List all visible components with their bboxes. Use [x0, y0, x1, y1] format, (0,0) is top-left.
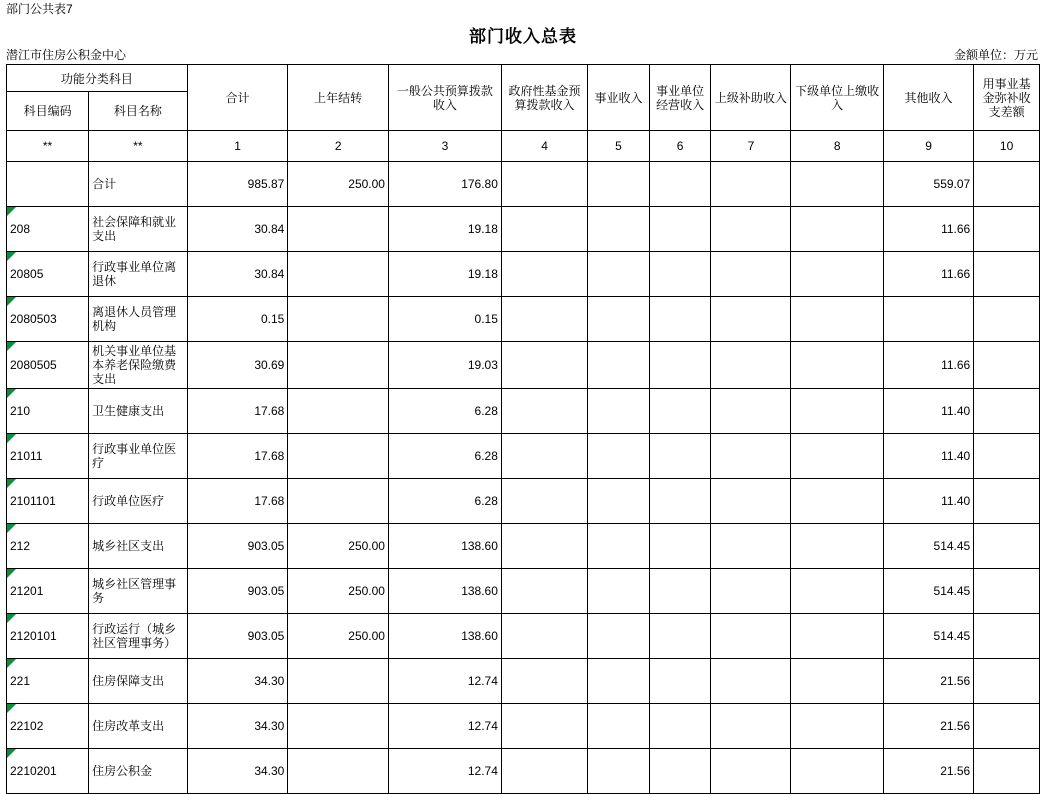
- row-value-3: 12.74: [388, 749, 501, 794]
- row-name: 行政事业单位离退休: [89, 252, 188, 297]
- row-value-2: [288, 342, 389, 389]
- row-value-3: 176.80: [388, 162, 501, 207]
- row-value-4: [501, 434, 587, 479]
- row-value-8: [791, 297, 883, 342]
- row-value-7: [711, 524, 791, 569]
- row-value-7: [711, 207, 791, 252]
- row-value-8: [791, 614, 883, 659]
- row-value-3: 138.60: [388, 614, 501, 659]
- row-value-3: 138.60: [388, 569, 501, 614]
- row-value-3: 0.15: [388, 297, 501, 342]
- row-value-6: [649, 479, 711, 524]
- row-value-9: 11.66: [883, 207, 973, 252]
- row-value-3: 19.18: [388, 207, 501, 252]
- row-value-4: [501, 749, 587, 794]
- table-row: [7, 162, 1040, 207]
- row-value-9: 11.40: [883, 479, 973, 524]
- row-value-10: [974, 342, 1040, 389]
- row-code: 221: [7, 659, 89, 704]
- row-value-2: 250.00: [288, 524, 389, 569]
- row-value-1: 17.68: [187, 479, 288, 524]
- row-value-10: [974, 704, 1040, 749]
- row-value-5: [588, 297, 650, 342]
- row-value-2: [288, 479, 389, 524]
- row-value-6: [649, 297, 711, 342]
- index-col-9: 9: [883, 131, 973, 162]
- row-value-4: [501, 297, 587, 342]
- row-name: 城乡社区支出: [89, 524, 188, 569]
- row-value-10: [974, 434, 1040, 479]
- row-value-4: [501, 389, 587, 434]
- row-value-2: [288, 659, 389, 704]
- row-value-5: [588, 162, 650, 207]
- header-col-code: 科目编码: [7, 92, 89, 131]
- row-value-6: [649, 749, 711, 794]
- row-value-6: [649, 704, 711, 749]
- row-value-5: [588, 659, 650, 704]
- row-value-6: [649, 252, 711, 297]
- row-value-7: [711, 297, 791, 342]
- row-value-1: 34.30: [187, 749, 288, 794]
- row-value-3: 19.18: [388, 252, 501, 297]
- header-col-operating-income: 事业收入: [588, 65, 650, 131]
- row-value-3: 138.60: [388, 524, 501, 569]
- header-row-indices: [7, 131, 1040, 162]
- header-col-superior-subsidy: 上级补助收入: [711, 65, 791, 131]
- row-value-7: [711, 614, 791, 659]
- row-value-6: [649, 162, 711, 207]
- row-code: 2080505: [7, 342, 89, 389]
- row-value-5: [588, 342, 650, 389]
- row-value-8: [791, 389, 883, 434]
- row-value-4: [501, 162, 587, 207]
- amount-unit-note: 金额单位：万元: [953, 48, 1038, 62]
- row-value-7: [711, 749, 791, 794]
- row-value-5: [588, 389, 650, 434]
- row-value-2: [288, 434, 389, 479]
- row-value-2: [288, 749, 389, 794]
- header-col-subordinate-remittance: 下级单位上缴收入: [791, 65, 883, 131]
- income-summary-table: [6, 64, 1040, 794]
- row-value-8: [791, 252, 883, 297]
- index-col-5: 5: [588, 131, 650, 162]
- row-value-8: [791, 162, 883, 207]
- row-name: 行政单位医疗: [89, 479, 188, 524]
- row-value-2: [288, 389, 389, 434]
- row-value-5: [588, 569, 650, 614]
- row-value-3: 19.03: [388, 342, 501, 389]
- row-value-1: 30.69: [187, 342, 288, 389]
- row-value-10: [974, 524, 1040, 569]
- row-value-8: [791, 659, 883, 704]
- row-code: 20805: [7, 252, 89, 297]
- row-name: 住房保障支出: [89, 659, 188, 704]
- index-code: **: [7, 131, 89, 162]
- header-col-gov-fund: 政府性基金预算拨款收入: [501, 65, 587, 131]
- row-value-7: [711, 162, 791, 207]
- row-value-5: [588, 524, 650, 569]
- row-value-2: 250.00: [288, 569, 389, 614]
- row-value-5: [588, 207, 650, 252]
- row-value-4: [501, 704, 587, 749]
- table-row: [7, 704, 1040, 749]
- row-value-2: 250.00: [288, 614, 389, 659]
- row-value-5: [588, 614, 650, 659]
- row-code: 2120101: [7, 614, 89, 659]
- row-value-9: 21.56: [883, 659, 973, 704]
- header-row-group: [7, 65, 1040, 92]
- row-value-9: 514.45: [883, 569, 973, 614]
- row-value-8: [791, 342, 883, 389]
- row-value-10: [974, 297, 1040, 342]
- row-name: 离退休人员管理机构: [89, 297, 188, 342]
- header-col-carryover: 上年结转: [288, 65, 389, 131]
- row-name: 住房改革支出: [89, 704, 188, 749]
- row-value-5: [588, 479, 650, 524]
- header-col-total: 合计: [187, 65, 288, 131]
- row-value-5: [588, 252, 650, 297]
- header-col-other-income: 其他收入: [883, 65, 973, 131]
- header-group-category: 功能分类科目: [7, 65, 188, 92]
- row-code: 210: [7, 389, 89, 434]
- row-value-3: 12.74: [388, 659, 501, 704]
- row-value-1: 17.68: [187, 434, 288, 479]
- row-value-10: [974, 162, 1040, 207]
- table-row: [7, 389, 1040, 434]
- row-value-6: [649, 434, 711, 479]
- row-value-9: 514.45: [883, 524, 973, 569]
- row-value-9: 11.40: [883, 434, 973, 479]
- row-code: 21011: [7, 434, 89, 479]
- row-value-1: 903.05: [187, 569, 288, 614]
- row-name: 行政运行（城乡社区管理事务）: [89, 614, 188, 659]
- header-col-general-budget: 一般公共预算拨款收入: [388, 65, 501, 131]
- table-row: [7, 252, 1040, 297]
- table-row: [7, 342, 1040, 389]
- row-value-7: [711, 704, 791, 749]
- row-value-1: 0.15: [187, 297, 288, 342]
- row-value-7: [711, 389, 791, 434]
- index-col-8: 8: [791, 131, 883, 162]
- index-col-1: 1: [187, 131, 288, 162]
- row-code: 21201: [7, 569, 89, 614]
- row-value-1: 985.87: [187, 162, 288, 207]
- row-value-6: [649, 342, 711, 389]
- row-name: 行政事业单位医疗: [89, 434, 188, 479]
- row-value-9: 559.07: [883, 162, 973, 207]
- row-value-1: 17.68: [187, 389, 288, 434]
- row-value-4: [501, 659, 587, 704]
- row-value-6: [649, 614, 711, 659]
- row-value-8: [791, 749, 883, 794]
- row-name: 住房公积金: [89, 749, 188, 794]
- row-value-8: [791, 704, 883, 749]
- row-value-3: 6.28: [388, 434, 501, 479]
- row-value-1: 34.30: [187, 659, 288, 704]
- row-value-10: [974, 749, 1040, 794]
- row-value-5: [588, 704, 650, 749]
- row-value-2: [288, 252, 389, 297]
- row-value-7: [711, 252, 791, 297]
- row-code: 22102: [7, 704, 89, 749]
- row-value-10: [974, 207, 1040, 252]
- table-body: [7, 162, 1040, 794]
- row-value-9: 21.56: [883, 749, 973, 794]
- page-title: 部门收入总表: [469, 27, 577, 46]
- row-name: 城乡社区管理事务: [89, 569, 188, 614]
- row-value-8: [791, 569, 883, 614]
- row-value-7: [711, 434, 791, 479]
- header-col-business-operating: 事业单位经营收入: [649, 65, 711, 131]
- header-col-name: 科目名称: [89, 92, 188, 131]
- row-value-10: [974, 614, 1040, 659]
- row-value-4: [501, 342, 587, 389]
- index-name: **: [89, 131, 188, 162]
- row-value-10: [974, 389, 1040, 434]
- row-value-2: [288, 704, 389, 749]
- row-value-7: [711, 479, 791, 524]
- form-number: 部门公共表7: [6, 2, 73, 16]
- row-value-5: [588, 749, 650, 794]
- row-value-6: [649, 569, 711, 614]
- index-col-4: 4: [501, 131, 587, 162]
- row-name: 社会保障和就业支出: [89, 207, 188, 252]
- header-col-fund-offset: 用事业基金弥补收支差额: [974, 65, 1040, 131]
- row-value-7: [711, 659, 791, 704]
- row-value-4: [501, 569, 587, 614]
- row-value-7: [711, 569, 791, 614]
- table-row: [7, 569, 1040, 614]
- table-row: [7, 659, 1040, 704]
- row-value-2: [288, 297, 389, 342]
- row-value-8: [791, 207, 883, 252]
- row-value-8: [791, 524, 883, 569]
- row-value-3: 12.74: [388, 704, 501, 749]
- index-col-2: 2: [288, 131, 389, 162]
- index-col-7: 7: [711, 131, 791, 162]
- row-value-10: [974, 479, 1040, 524]
- row-code: 208: [7, 207, 89, 252]
- row-name: 合计: [89, 162, 188, 207]
- row-code: 2210201: [7, 749, 89, 794]
- table-row: [7, 524, 1040, 569]
- row-value-8: [791, 479, 883, 524]
- table-row: [7, 434, 1040, 479]
- table-row: [7, 614, 1040, 659]
- row-value-4: [501, 207, 587, 252]
- table-row: [7, 207, 1040, 252]
- row-value-10: [974, 659, 1040, 704]
- row-value-5: [588, 434, 650, 479]
- table-row: [7, 749, 1040, 794]
- row-value-1: 903.05: [187, 614, 288, 659]
- row-value-1: 30.84: [187, 207, 288, 252]
- row-value-8: [791, 434, 883, 479]
- row-value-9: 514.45: [883, 614, 973, 659]
- row-value-9: 11.66: [883, 342, 973, 389]
- row-value-1: 34.30: [187, 704, 288, 749]
- row-value-2: 250.00: [288, 162, 389, 207]
- row-value-4: [501, 252, 587, 297]
- table-header: [7, 65, 1040, 162]
- row-name: 卫生健康支出: [89, 389, 188, 434]
- row-code: [7, 162, 89, 207]
- department-name: 潜江市住房公积金中心: [6, 48, 127, 62]
- row-value-10: [974, 569, 1040, 614]
- row-value-2: [288, 207, 389, 252]
- row-value-1: 30.84: [187, 252, 288, 297]
- row-code: 212: [7, 524, 89, 569]
- row-value-9: 11.66: [883, 252, 973, 297]
- table-row: [7, 297, 1040, 342]
- row-value-6: [649, 389, 711, 434]
- row-value-3: 6.28: [388, 389, 501, 434]
- index-col-10: 10: [974, 131, 1040, 162]
- row-code: 2101101: [7, 479, 89, 524]
- row-value-6: [649, 207, 711, 252]
- row-value-6: [649, 659, 711, 704]
- index-col-3: 3: [388, 131, 501, 162]
- row-value-4: [501, 524, 587, 569]
- row-value-3: 6.28: [388, 479, 501, 524]
- row-value-6: [649, 524, 711, 569]
- index-col-6: 6: [649, 131, 711, 162]
- row-value-9: [883, 297, 973, 342]
- row-value-7: [711, 342, 791, 389]
- row-name: 机关事业单位基本养老保险缴费支出: [89, 342, 188, 389]
- row-value-1: 903.05: [187, 524, 288, 569]
- row-value-4: [501, 479, 587, 524]
- row-value-9: 11.40: [883, 389, 973, 434]
- row-value-9: 21.56: [883, 704, 973, 749]
- table-row: [7, 479, 1040, 524]
- row-code: 2080503: [7, 297, 89, 342]
- row-value-10: [974, 252, 1040, 297]
- row-value-4: [501, 614, 587, 659]
